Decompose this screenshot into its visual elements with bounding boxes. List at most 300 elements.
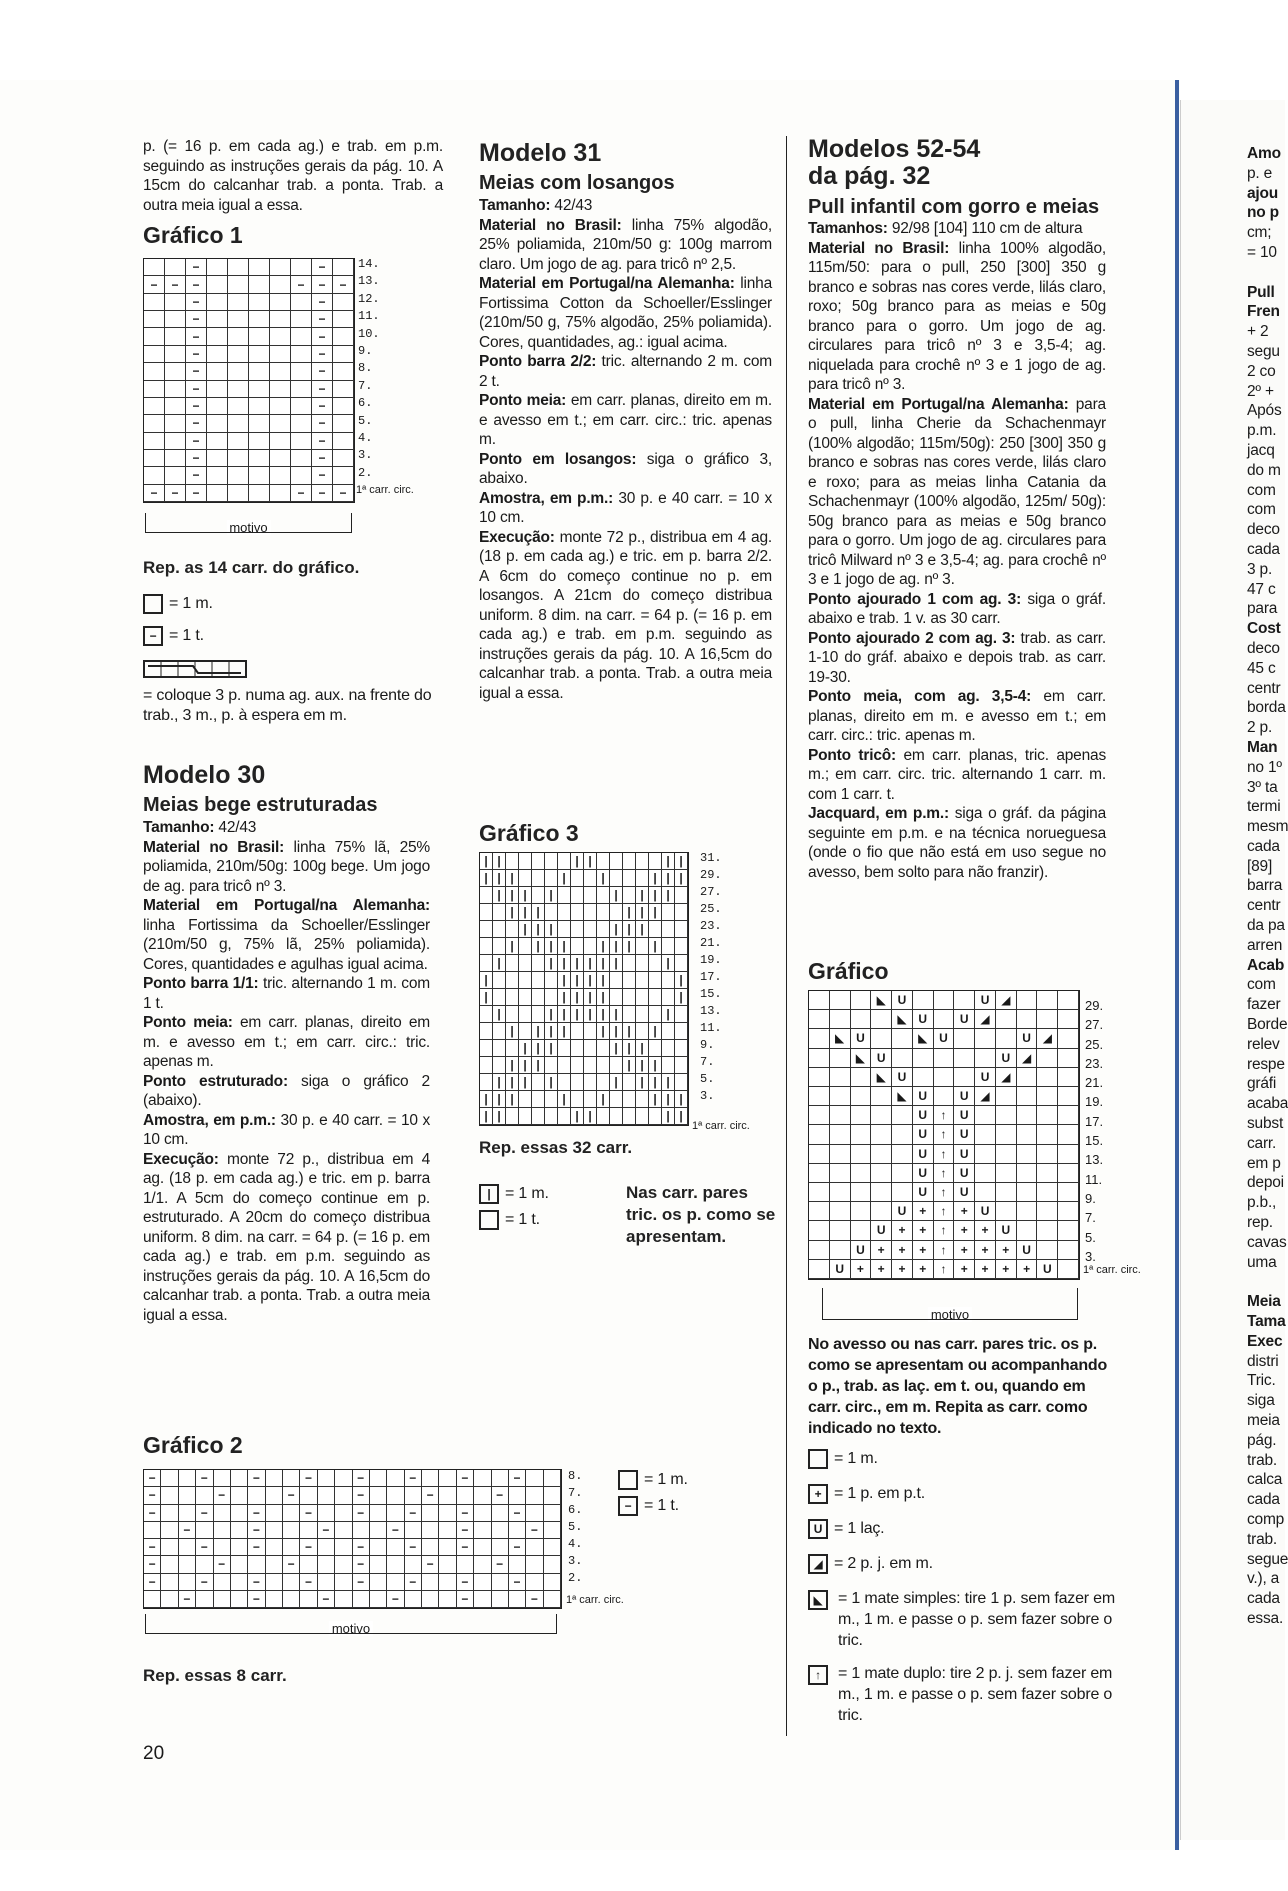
chart-cell: | [558,1006,571,1023]
chart-cell: + [975,1241,996,1260]
chart-cell [457,1487,474,1504]
chart-cell [439,1574,456,1591]
chart-cell [558,1057,571,1074]
chart-cell [892,1029,913,1048]
chart-cell: | [662,1108,675,1125]
chart-cell [532,1006,545,1023]
chart-cell [207,294,228,311]
chart-cell [544,1522,561,1539]
chart-cell [571,870,584,887]
chart-cell [266,1556,283,1573]
chart-cell: | [506,1074,519,1091]
chart-cell [493,1040,506,1057]
chart-cell [333,328,354,345]
chart-cell [509,1556,526,1573]
chart-cell [584,938,597,955]
chart-cell: ↑ [934,1125,955,1144]
chart-cell [662,989,675,1006]
chart-cell [636,955,649,972]
chart-cell: | [493,1074,506,1091]
chart-cell [675,887,688,904]
chart-cell [144,415,165,432]
chart-cell [830,1087,851,1106]
chart-cell: | [519,1057,532,1074]
row-number: 3. [1085,1248,1096,1264]
chart-cell [1037,1202,1058,1221]
chart-cell [996,1029,1017,1048]
next-page-line: gráfi [1247,1075,1277,1093]
chart-cell: − [165,276,186,293]
chart-cell [165,415,186,432]
chart-cell [291,259,312,276]
chart-cell [934,1010,955,1029]
chart-cell [830,1145,851,1164]
chart-cell [851,1106,872,1125]
chart-cell [270,346,291,363]
purl-stitch-icon: − [143,626,163,646]
chart-cell [532,1091,545,1108]
chart-cell [228,259,249,276]
row-number: 21. [700,936,722,950]
chart-cell [996,1202,1017,1221]
chart-cell [214,1522,231,1539]
chart-cell [571,1091,584,1108]
chart-cell: | [584,853,597,870]
chart-cell [249,450,270,467]
chart-cell: | [584,955,597,972]
chart-cell: | [675,1108,688,1125]
chart-cell: + [954,1241,975,1260]
chart-cell [892,1106,913,1125]
chart-cell: | [532,921,545,938]
chart-cell [519,955,532,972]
chart-cell: − [144,1556,161,1573]
chart-cell [493,989,506,1006]
chart-cell: | [519,921,532,938]
chart-cell: − [214,1487,231,1504]
row-number: 13. [1085,1152,1104,1168]
grafico-circ-label: 1ª carr. circ. [1083,1264,1141,1276]
chart-cell: − [196,1574,213,1591]
next-page-line: deco [1247,639,1280,657]
grafico3-row-numbers [700,850,722,1105]
chart-cell [335,1470,352,1487]
chart-cell: − [492,1487,509,1504]
next-page-line: cada [1247,1590,1280,1608]
chart-cell [283,1574,300,1591]
chart-cell [830,1202,851,1221]
next-page-line: Pull [1247,283,1275,301]
chart-cell [623,1006,636,1023]
chart-cell: | [480,972,493,989]
chart-cell: − [186,433,207,450]
next-page-line: carr. [1247,1134,1277,1152]
row-number: 11. [358,309,380,324]
next-page-line: Tama [1247,1313,1286,1331]
chart-cell [165,467,186,484]
chart-cell [675,904,688,921]
chart-cell [474,1591,491,1608]
chart-cell [809,1125,830,1144]
chart-cell: ↑ [934,1241,955,1260]
chart-cell [214,1470,231,1487]
chart-cell [532,1074,545,1091]
chart-cell [1037,1087,1058,1106]
chart-cell [370,1487,387,1504]
chart-cell: | [610,955,623,972]
chart-cell: + [975,1221,996,1240]
chart-cell [851,1221,872,1240]
chart-cell: | [493,853,506,870]
chart-cell [532,853,545,870]
chart-cell: | [623,1040,636,1057]
chart-cell [144,467,165,484]
chart-cell: U [975,991,996,1010]
chart-cell [422,1522,439,1539]
chart-cell [165,259,186,276]
row-number: 13. [700,1004,722,1018]
chart-cell: | [558,955,571,972]
chart-cell [975,1029,996,1048]
chart-cell [809,1145,830,1164]
row-number: 5. [568,1520,583,1534]
chart-cell: − [196,1470,213,1487]
chart-cell: − [196,1539,213,1556]
chart-cell: U [1017,1029,1038,1048]
chart-cell: U [954,1087,975,1106]
chart-cell: − [248,1522,265,1539]
chart-cell [532,955,545,972]
chart-cell [1017,1183,1038,1202]
chart-cell [165,363,186,380]
row-number: 5. [358,413,373,428]
chart-cell [422,1574,439,1591]
chart-cell [266,1591,283,1608]
chart-cell: | [597,870,610,887]
chart-cell [996,1087,1017,1106]
chart-cell: | [597,938,610,955]
chart-cell [249,415,270,432]
chart-cell: | [636,1040,649,1057]
chart-cell: | [610,1006,623,1023]
chart-cell: + [954,1221,975,1240]
chart-cell [144,346,165,363]
chart-cell [387,1487,404,1504]
chart-cell [809,1164,830,1183]
chart-cell: U [871,1049,892,1068]
chart-cell [662,972,675,989]
double-decrease-icon: ↑ [808,1665,828,1685]
chart-cell: | [584,1108,597,1125]
chart-cell [439,1556,456,1573]
next-page-line: 2º + [1247,382,1274,400]
chart-cell: | [519,904,532,921]
chart-cell [335,1574,352,1591]
next-page-line: termi [1247,798,1281,816]
chart-cell [830,1010,851,1029]
chart-cell [405,1487,422,1504]
chart-cell: U [892,1202,913,1221]
chart-cell [1017,1164,1038,1183]
next-page-line: cavas [1247,1233,1287,1251]
chart-cell: + [913,1260,934,1279]
modelos52-subtitle: Pull infantil com gorro e meias [808,196,1100,218]
chart-cell: U [996,1221,1017,1240]
chart-cell: − [405,1505,422,1522]
chart-cell [231,1505,248,1522]
chart-cell [387,1574,404,1591]
chart-cell: | [623,921,636,938]
chart-cell [662,1057,675,1074]
chart-cell [387,1539,404,1556]
chart-cell [1017,1125,1038,1144]
chart-cell: − [492,1556,509,1573]
chart-cell [571,1074,584,1091]
chart-cell [283,1539,300,1556]
chart-cell: ↑ [934,1260,955,1279]
next-page-line: 47 c [1247,580,1276,598]
chart-cell [249,381,270,398]
chart-cell: + [913,1241,934,1260]
chart-cell [318,1539,335,1556]
chart-cell: U [913,1106,934,1125]
chart-cell [179,1574,196,1591]
chart-cell [207,467,228,484]
chart-cell: − [144,1505,161,1522]
chart-cell: − [312,276,333,293]
modelo30-title: Modelo 30 [143,761,266,789]
chart-cell [300,1556,317,1573]
chart-cell [249,328,270,345]
chart-cell: | [558,972,571,989]
row-number: 11. [1085,1171,1103,1187]
chart-cell [597,904,610,921]
chart-cell: | [558,870,571,887]
chart-cell [649,989,662,1006]
chart-cell [270,276,291,293]
chart-cell [249,433,270,450]
chart-cell [809,1202,830,1221]
row-number: 6. [568,1503,583,1517]
chart-cell [526,1487,543,1504]
chart-cell: | [649,904,662,921]
chart-cell: − [312,398,333,415]
row-number: 27. [700,885,722,899]
chart-cell [249,259,270,276]
row-number: 7. [1085,1210,1096,1226]
chart-cell: − [186,363,207,380]
chart-cell [207,311,228,328]
chart-cell [144,259,165,276]
chart-cell [975,1125,996,1144]
chart-cell [144,311,165,328]
chart-cell [207,346,228,363]
chart-cell [493,938,506,955]
chart-cell [558,853,571,870]
chart-cell [871,1145,892,1164]
next-page-line: borda [1247,699,1286,717]
next-page-line: relev [1247,1035,1280,1053]
chart-cell [1037,1106,1058,1125]
chart-cell: − [186,259,207,276]
chart-cell [291,381,312,398]
chart-cell: − [509,1470,526,1487]
chart-cell: ◣ [851,1049,872,1068]
chart-cell [1058,1106,1079,1125]
chart-cell [1017,1068,1038,1087]
chart-cell [214,1574,231,1591]
chart-cell [519,989,532,1006]
chart-cell: | [558,1023,571,1040]
next-page-line: com [1247,501,1276,519]
grafico1-repeat: Rep. as 14 carr. do gráfico. [143,558,360,577]
chart-cell [1058,1183,1079,1202]
chart-cell [934,1049,955,1068]
chart-cell [610,1108,623,1125]
next-page-line: com [1247,976,1276,994]
chart-cell: − [333,485,354,502]
chart-cell: | [636,904,649,921]
chart-cell: | [480,870,493,887]
chart-cell [493,921,506,938]
chart-cell: ↑ [934,1106,955,1125]
row-number: 14. [358,257,380,271]
chart-cell [228,450,249,467]
chart-cell: − [422,1556,439,1573]
chart-cell [584,904,597,921]
chart-cell: | [506,938,519,955]
row-number: 23. [700,919,722,933]
chart-cell [1037,1125,1058,1144]
next-page-line: para [1247,600,1278,618]
chart-cell [1017,1087,1038,1106]
row-number: 9. [700,1038,715,1052]
chart-cell: | [493,887,506,904]
chart-cell: | [493,1091,506,1108]
chart-cell: − [509,1539,526,1556]
chart-cell [584,887,597,904]
chart-cell [506,921,519,938]
chart-cell: | [597,955,610,972]
chart-cell: − [291,276,312,293]
chart-cell [610,972,623,989]
chart-cell [996,1106,1017,1125]
chart-cell [623,853,636,870]
chart-cell [480,1057,493,1074]
chart-cell: | [636,887,649,904]
row-number: 3. [568,1554,583,1568]
next-page-line: com [1247,481,1276,499]
chart-cell [492,1591,509,1608]
chart-cell: | [532,938,545,955]
chart-cell: | [597,972,610,989]
chart-cell [480,1023,493,1040]
row-number: 3. [700,1089,715,1103]
chart-cell [506,1006,519,1023]
chart-cell: | [571,955,584,972]
chart-cell: | [662,955,675,972]
chart-cell [526,1556,543,1573]
chart-cell [851,1125,872,1144]
chart-cell [544,1539,561,1556]
chart-cell: + [851,1260,872,1279]
chart-cell [161,1505,178,1522]
chart-cell: | [506,1023,519,1040]
chart-cell: | [480,989,493,1006]
chart-cell [474,1539,491,1556]
chart-cell [649,1108,662,1125]
chart-cell [333,259,354,276]
chart-cell [544,1505,561,1522]
chart-cell: − [312,294,333,311]
chart-cell [526,1470,543,1487]
next-page-line: = 10 [1247,243,1277,261]
next-page-line: calca [1247,1471,1283,1489]
grafico1-legend: = 1 m. − = 1 t. = coloque 3 p. numa ag. aux. na frente do trab., 3 m., p. à espera em m. [143,594,453,726]
chart-cell: − [186,346,207,363]
next-page-line: fazer [1247,996,1281,1014]
chart-cell: − [353,1470,370,1487]
chart-cell: | [545,1023,558,1040]
chart-cell [165,450,186,467]
chart-cell [584,1040,597,1057]
row-number: 7. [568,1486,583,1500]
chart-cell [480,921,493,938]
chart-cell: − [300,1470,317,1487]
chart-cell: − [353,1556,370,1573]
chart-cell: | [545,938,558,955]
chart-cell [370,1505,387,1522]
chart-cell: + [1017,1260,1038,1279]
chart-cell [851,1145,872,1164]
next-page-line: Exec [1247,1332,1283,1350]
chart-cell [370,1591,387,1608]
chart-cell: U [913,1010,934,1029]
chart-cell [1017,991,1038,1010]
row-number: 19. [1085,1094,1104,1110]
chart-cell: | [571,1006,584,1023]
next-page-line: meia [1247,1412,1280,1429]
chart-cell: | [506,1091,519,1108]
chart-cell [851,1183,872,1202]
chart-cell [228,276,249,293]
next-page-line: no 1º [1247,758,1282,776]
chart-cell [809,1106,830,1125]
chart-cell [161,1556,178,1573]
grafico-legend: = 1 m. + = 1 p. em p.t. U = 1 laç. ◢ = 2 p. j. em m. ◣ = 1 mate simples: tire 1 p. sem fazer em m., 1 m. e passe o p. sem fazer sobre o tric. ↑ = 1 mate duplo: tire 2 p. j. sem fazer em m., 1 m. e passe o p. sem fazer sobre o tric. [808,1448,1128,1726]
chart-cell [249,276,270,293]
chart-cell [474,1505,491,1522]
chart-cell [1017,1010,1038,1029]
chart-cell: U [913,1145,934,1164]
chart-cell: | [493,1108,506,1125]
chart-cell [144,1591,161,1608]
chart-cell: − [526,1591,543,1608]
chart-cell [333,398,354,415]
next-page-line: uma [1247,1253,1277,1271]
chart-cell [422,1505,439,1522]
chart-cell: U [830,1260,851,1279]
chart-cell: − [248,1470,265,1487]
chart-cell: | [649,1023,662,1040]
modelos52-title: Modelos 52-54 [808,135,981,163]
chart-cell [228,363,249,380]
chart-cell: − [353,1505,370,1522]
chart-cell: | [493,955,506,972]
next-page-line: + 2 [1247,323,1269,341]
chart-cell [248,1487,265,1504]
chart-cell [144,294,165,311]
